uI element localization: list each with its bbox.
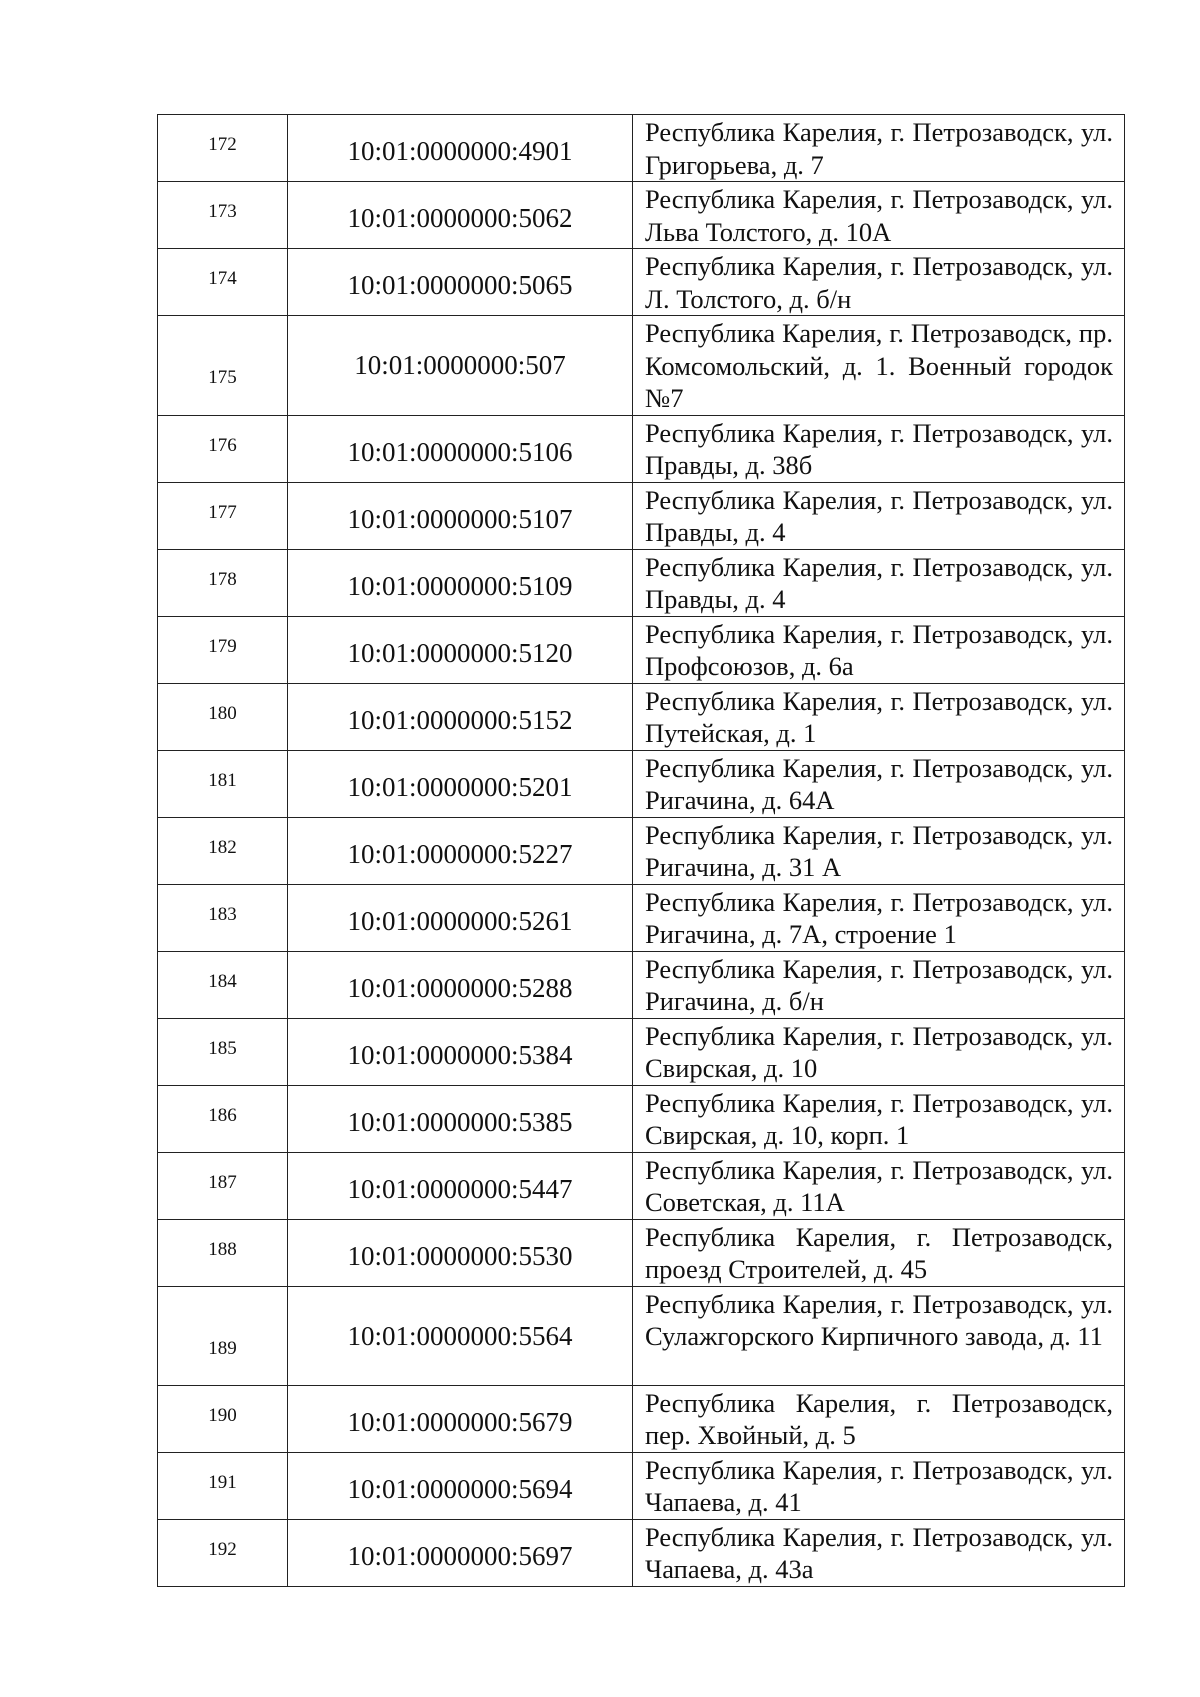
cadastral-number-cell [288,1519,633,1586]
table-row [158,951,1125,1018]
row-number: 188 [208,1238,237,1260]
registry-table-body [158,115,1125,1587]
row-number: 183 [208,903,237,925]
cadastral-number-cell [288,549,633,616]
table-row [158,750,1125,817]
cadastral-number: 10:01:0000000:5447 [347,1173,573,1204]
address-cell: Республика Карелия, г. Петрозаводск, ул. Ригачина, д. 64А [633,750,1125,817]
address-cell: Республика Карелия, г. Петрозаводск, ул. Чапаева, д. 43а [633,1519,1125,1586]
cadastral-number: 10:01:0000000:5065 [347,270,573,300]
row-number-cell [158,1085,288,1152]
table-row [158,1219,1125,1286]
property-registry-table [157,114,1125,1587]
row-number-cell [158,1152,288,1219]
row-number-cell [158,616,288,683]
row-number-cell [158,182,288,249]
cadastral-number-cell [288,1152,633,1219]
row-number: 176 [208,434,237,456]
table-row [158,1385,1125,1452]
table-row [158,884,1125,951]
row-number: 172 [208,134,237,155]
row-number-cell [158,683,288,750]
cadastral-number: 10:01:0000000:5201 [347,771,573,802]
cadastral-number: 10:01:0000000:5385 [347,1106,573,1137]
cadastral-number-cell [288,884,633,951]
cadastral-number: 10:01:0000000:5261 [347,905,573,936]
cadastral-number-cell [288,1452,633,1519]
cadastral-number-cell [288,750,633,817]
cadastral-number-cell [288,1286,633,1385]
cadastral-number: 10:01:0000000:5694 [347,1473,573,1504]
cadastral-number: 10:01:0000000:5062 [347,203,573,233]
row-number-cell [158,951,288,1018]
cadastral-number-cell [288,683,633,750]
row-number-cell [158,817,288,884]
cadastral-number-cell [288,115,633,182]
address-cell: Республика Карелия, г. Петрозаводск, ул. Ригачина, д. 7А, строение 1 [633,884,1125,951]
address-cell: Республика Карелия, г. Петрозаводск, ул. Григорьева, д. 7 [633,115,1125,182]
cadastral-number: 10:01:0000000:5107 [347,503,573,534]
row-number: 179 [208,635,237,657]
row-number: 174 [208,268,237,289]
cadastral-number-cell [288,1018,633,1085]
address-cell: Республика Карелия, г. Петрозаводск, проезд Строителей, д. 45 [633,1219,1125,1286]
table-row [158,616,1125,683]
table-row [158,1286,1125,1385]
address-cell: Республика Карелия, г. Петрозаводск, ул. Свирская, д. 10 [633,1018,1125,1085]
cadastral-number: 10:01:0000000:4901 [347,136,573,166]
row-number-cell [158,115,288,182]
row-number: 186 [208,1104,237,1126]
address-cell: Республика Карелия, г. Петрозаводск, ул. Чапаева, д. 41 [633,1452,1125,1519]
row-number: 182 [208,836,237,858]
address-cell: Республика Карелия, г. Петрозаводск, ул. Ригачина, д. 31 А [633,817,1125,884]
cadastral-number: 10:01:0000000:5384 [347,1039,573,1070]
row-number-cell [158,549,288,616]
table-row [158,1018,1125,1085]
address-cell: Республика Карелия, г. Петрозаводск, ул. Свирская, д. 10, корп. 1 [633,1085,1125,1152]
row-number-cell [158,249,288,316]
cadastral-number-cell [288,817,633,884]
address-cell: Республика Карелия, г. Петрозаводск, ул. Льва Толстого, д. 10А [633,182,1125,249]
cadastral-number: 10:01:0000000:507 [354,350,566,380]
address-cell: Республика Карелия, г. Петрозаводск, ул. Л. Толстого, д. б/н [633,249,1125,316]
row-number: 175 [208,367,237,388]
row-number-cell [158,1385,288,1452]
row-number-cell [158,750,288,817]
table-row [158,115,1125,182]
row-number: 184 [208,970,237,992]
row-number: 185 [208,1037,237,1059]
table-row [158,683,1125,750]
cadastral-number-cell [288,249,633,316]
cadastral-number: 10:01:0000000:5288 [347,972,573,1003]
address-cell: Республика Карелия, г. Петрозаводск, ул. Профсоюзов, д. 6а [633,616,1125,683]
cadastral-number-cell [288,415,633,482]
row-number: 192 [208,1538,237,1560]
cadastral-number: 10:01:0000000:5530 [347,1240,573,1271]
cadastral-number-cell [288,316,633,416]
row-number-cell [158,316,288,416]
table-row [158,817,1125,884]
cadastral-number: 10:01:0000000:5227 [347,838,573,869]
table-row [158,316,1125,416]
address-cell: Республика Карелия, г. Петрозаводск, ул. Сулажгорского Кирпичного завода, д. 11 [633,1286,1125,1385]
cadastral-number-cell [288,482,633,549]
address-cell: Республика Карелия, г. Петрозаводск, ул. Ригачина, д. б/н [633,951,1125,1018]
cadastral-number: 10:01:0000000:5120 [347,637,573,668]
row-number: 180 [208,702,237,724]
row-number-cell [158,884,288,951]
address-cell: Республика Карелия, г. Петрозаводск, ул. Советская, д. 11А [633,1152,1125,1219]
row-number: 189 [208,1337,237,1359]
row-number-cell [158,1219,288,1286]
row-number: 181 [208,769,237,791]
cadastral-number: 10:01:0000000:5106 [347,436,573,467]
table-row [158,249,1125,316]
cadastral-number: 10:01:0000000:5697 [347,1540,573,1571]
cadastral-number-cell [288,1219,633,1286]
row-number: 178 [208,568,237,590]
cadastral-number-cell [288,182,633,249]
cadastral-number: 10:01:0000000:5679 [347,1406,573,1437]
cadastral-number-cell [288,1385,633,1452]
cadastral-number-cell [288,951,633,1018]
table-row [158,415,1125,482]
cadastral-number-cell [288,616,633,683]
row-number: 177 [208,501,237,523]
address-cell: Республика Карелия, г. Петрозаводск, пр. Комсомольский, д. 1. Военный городок №7 [633,316,1125,416]
row-number-cell [158,1452,288,1519]
table-row [158,182,1125,249]
row-number: 187 [208,1171,237,1193]
table-row [158,1152,1125,1219]
row-number-cell [158,1018,288,1085]
table-row [158,482,1125,549]
row-number: 173 [208,201,237,222]
row-number: 191 [208,1471,237,1493]
row-number-cell [158,1519,288,1586]
address-cell: Республика Карелия, г. Петрозаводск, ул. Правды, д. 38б [633,415,1125,482]
cadastral-number: 10:01:0000000:5564 [347,1320,573,1351]
address-cell: Республика Карелия, г. Петрозаводск, пер. Хвойный, д. 5 [633,1385,1125,1452]
row-number-cell [158,482,288,549]
address-cell: Республика Карелия, г. Петрозаводск, ул. Правды, д. 4 [633,482,1125,549]
table-row [158,1519,1125,1586]
cadastral-number-cell [288,1085,633,1152]
table-row [158,549,1125,616]
cadastral-number: 10:01:0000000:5109 [347,570,573,601]
table-row [158,1452,1125,1519]
row-number-cell [158,1286,288,1385]
table-row [158,1085,1125,1152]
address-cell: Республика Карелия, г. Петрозаводск, ул. Правды, д. 4 [633,549,1125,616]
row-number: 190 [208,1404,237,1426]
address-cell: Республика Карелия, г. Петрозаводск, ул. Путейская, д. 1 [633,683,1125,750]
cadastral-number: 10:01:0000000:5152 [347,704,573,735]
row-number-cell [158,415,288,482]
